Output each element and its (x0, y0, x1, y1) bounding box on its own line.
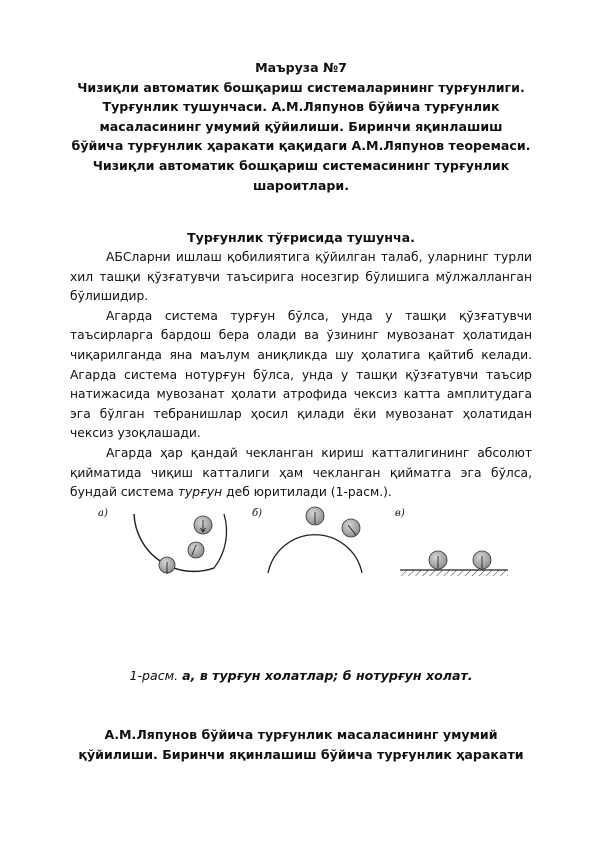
caption-text: а, в турғун холатлар; б нотурғун холат. (182, 668, 473, 683)
hill-curve (268, 535, 362, 573)
paragraph: Агарда система турғун бўлса, унда у ташқи қўзғатувчи таъсирларга бардош бера олади ва ўзининг мувозанат ҳолатидан чиқарилганда яна маълум аниқликда шу ҳолатига қайтиб келади. Агарда система нотурғун бўлса, унда у ташқи қўзғатувчи таъсир натижасида мувозанат ҳолати атрофида чексиз катта амплитудага эга бўлган тебранишлар ҳосил қилади ёки мувозанат ҳолатидан чексиз узоқлашади. (70, 308, 532, 441)
title-line: Турғунлик тушунчаси. А.М.Ляпунов бўйича турғунлик (102, 99, 500, 115)
title-line: Маъруза №7 (255, 60, 347, 75)
title-line: бўйича турғунлик ҳаракати қақидаги А.М.Ляпунов теоремаси. (71, 138, 531, 154)
title-line: шароитлари. (252, 177, 349, 193)
paragraph-text: Агарда ҳар қандай чекланган кириш катталигининг абсолют қийматида чиқиш катталиги ҳам чекланган қийматга эга бўлса, бундай система (70, 445, 532, 500)
bowl-diagram (134, 514, 227, 574)
figure-label-v: в) (395, 508, 405, 519)
section-body (70, 248, 532, 503)
ball (188, 542, 204, 558)
emphasis-term: турғун (177, 485, 223, 500)
section-heading: Турғунлик тўғрисида тушунча. (187, 230, 415, 245)
bowl-curve (134, 514, 227, 571)
ground-hatch (400, 570, 508, 576)
caption-prefix: 1-расм. (129, 668, 179, 683)
title-line: Чизиқли автоматик бошқариш системаларининг турғунлиги. (77, 79, 525, 95)
paragraph-text: деб юритилади (1-расм.). (222, 485, 392, 500)
figure-caption (70, 668, 532, 683)
next-section-heading (70, 725, 532, 765)
hill-diagram (268, 507, 362, 573)
flat-diagram (400, 551, 508, 576)
title-line: масаласининг умумий қўйилиши. Биринчи яқинлашиш (99, 118, 503, 134)
heading-line: қўйилиши. Биринчи яқинлашиш бўйича турғунлик ҳаракати (78, 747, 524, 762)
figure-label-b: б) (252, 508, 263, 519)
paragraph (70, 444, 532, 503)
title-line: Чизиқли автоматик бошқариш системасининг турғунлик (92, 157, 510, 173)
paragraph: АБСларни ишлаш қобилиятига қўйилган талаб, уларнинг турли хил ташқи қўзғатувчи таъсирига носезгир бўлишига мўлжалланган бўлишидир. (70, 250, 532, 304)
heading-line: А.М.Ляпунов бўйича турғунлик масаласининг умумий (104, 727, 498, 742)
lecture-title (70, 58, 532, 195)
stability-figure (90, 498, 510, 588)
ball (342, 519, 360, 537)
figure-label-a: а) (98, 508, 108, 519)
